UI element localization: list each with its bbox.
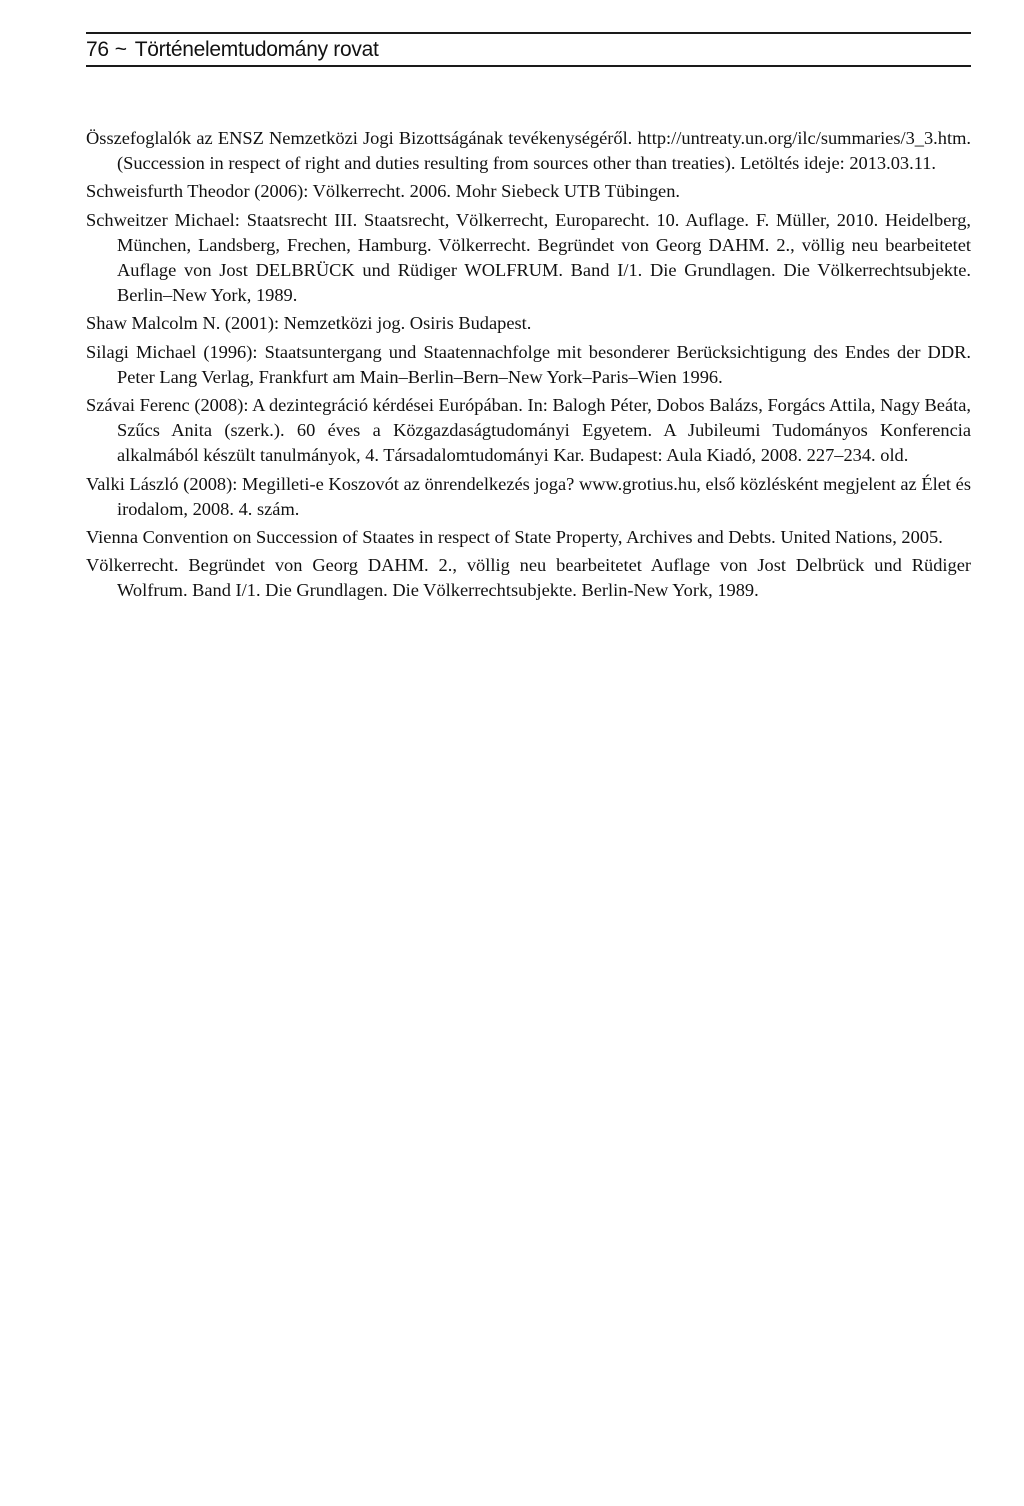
document-page: [86, 28, 971, 607]
header-text: [86, 36, 379, 64]
reference-item: Valki László (2008): Megilleti-e Koszovót az önrendelkezés joga? www.grotius.hu, első közlésként megjelent az Élet és irodalom, 2008. 4. szám.: [86, 473, 971, 519]
reference-item: Shaw Malcolm N. (2001): Nemzetközi jog. Osiris Budapest.: [86, 313, 532, 334]
section-title: Történelemtudomány rovat: [134, 38, 379, 61]
page-number: 76: [86, 38, 109, 61]
header-rule-top: [86, 32, 971, 34]
reference-item: Schweitzer Michael: Staatsrecht III. Staatsrecht, Völkerrecht, Europarecht. 10. Auflage. F. Müller, 2010. Heidelberg, München, Landsberg, Frechen, Hamburg. Völkerrecht. Begründet von Georg DAHM. 2., völlig neu bearbeitetet Auflage von Jost DELBRÜCK und Rüdiger WOLFRUM. Band I/1. Die Grundlagen. Die Völkerrechtsubjekte. Berlin–New York, 1989.: [86, 209, 971, 306]
running-header: [86, 28, 971, 68]
reference-list: [86, 126, 971, 604]
reference-item: Völkerrecht. Begründet von Georg DAHM. 2., völlig neu bearbeitetet Auflage von Jost Delbrück und Rüdiger Wolfrum. Band I/1. Die Grundlagen. Die Völkerrechtsubjekte. Berlin-New York, 1989.: [86, 555, 971, 601]
reference-item: Összefoglalók az ENSZ Nemzetközi Jogi Bizottságának tevékenységéről. http://untreaty.un.org/ilc/summaries/3_3.htm. (Succession in respect of right and duties resulting from sources other than treaties). Letöltés ideje: 2013.03.11.: [86, 128, 971, 174]
reference-item: Silagi Michael (1996): Staatsuntergang und Staatennachfolge mit besonderer Berücksichtigung des Endes der DDR. Peter Lang Verlag, Frankfurt am Main–Berlin–Bern–New York–Paris–Wien 1996.: [86, 341, 971, 387]
reference-item: Schweisfurth Theodor (2006): Völkerrecht. 2006. Mohr Siebeck UTB Tübingen.: [86, 181, 681, 202]
reference-item: Vienna Convention on Succession of Staates in respect of State Property, Archives and Debts. United Nations, 2005.: [86, 527, 943, 548]
reference-item: Szávai Ferenc (2008): A dezintegráció kérdései Európában. In: Balogh Péter, Dobos Balázs, Forgács Attila, Nagy Beáta, Szűcs Anita (szerk.). 60 éves a Közgazdaságtudományi Egyetem. A Jubileumi Tudományos Konferencia alkalmából készült tanulmányok, 4. Társadalomtudományi Kar. Budapest: Aula Kiadó, 2008. 227–234. old.: [86, 395, 971, 466]
header-separator: ~: [114, 38, 127, 61]
header-rule-bottom: [86, 65, 971, 67]
